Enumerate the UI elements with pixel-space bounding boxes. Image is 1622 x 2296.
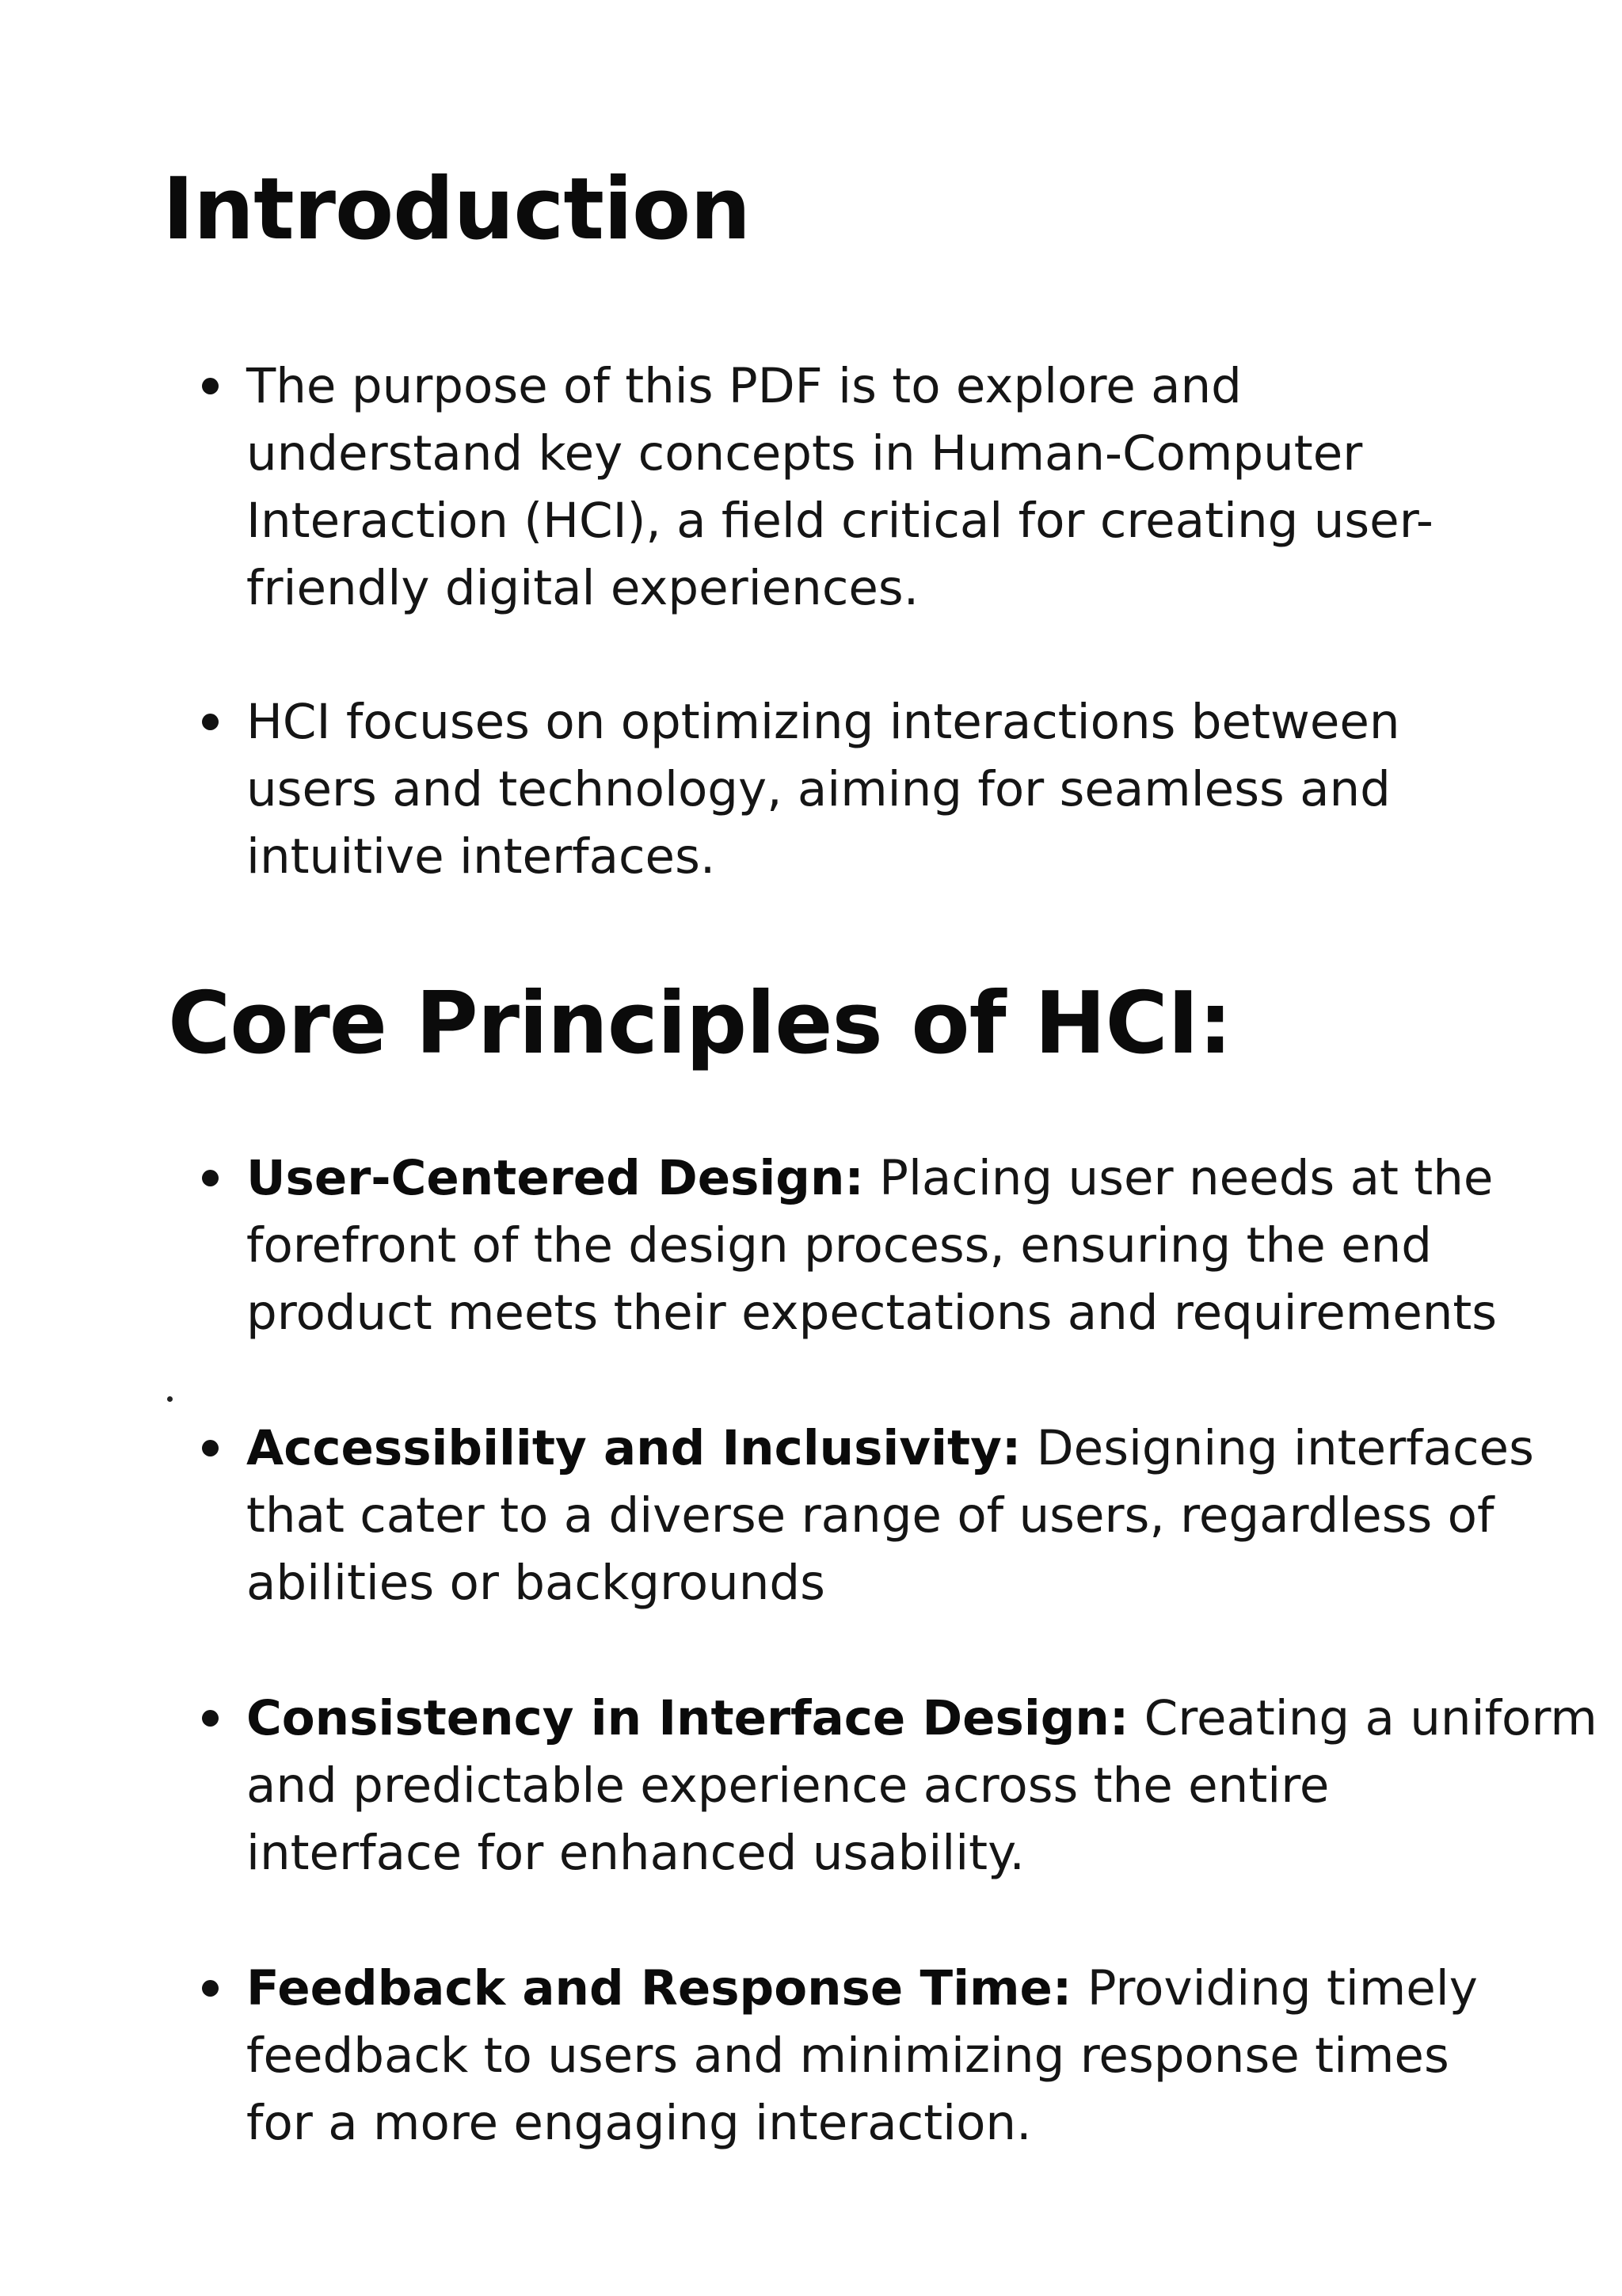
core-principles-heading: Core Principles of HCI: [168,974,1232,1073]
bullet-text [246,352,1513,622]
bullet-line: understand key concepts in Human-Computer [246,425,1363,482]
bullet-line: for a more engaging interaction. [246,2095,1032,2151]
principle-description: Placing user needs at the [863,1150,1494,1206]
bullet-text [246,1685,1597,1887]
bullet-dot [202,378,219,394]
bullet-dot [202,1710,219,1727]
bullet-text [246,1144,1513,1346]
bullet-line: and predictable experience across the entire [246,1757,1330,1814]
bullet-line: forefront of the design process, ensuring the end [246,1217,1433,1274]
bullet-line: feedback to users and minimizing response times [246,2028,1449,2084]
principle-term: Consistency in Interface Design: [246,1690,1129,1746]
principle-description: Creating a uniform [1129,1690,1597,1746]
bullet-line [246,1415,1534,1482]
stray-period-mark [167,1396,173,1402]
bullet-line: users and technology, aiming for seamless and [246,761,1391,817]
bullet-line: Interaction (HCI), a field critical for creating user- [246,493,1434,549]
bullet-text [246,1415,1534,1616]
bullet-line: friendly digital experiences. [246,560,920,616]
bullet-line: abilities or backgrounds [246,1555,825,1611]
principle-term: Feedback and Response Time: [246,1960,1072,2016]
principle-term: Accessibility and Inclusivity: [246,1420,1022,1476]
bullet-dot [202,1440,219,1456]
principle-description: Providing timely [1072,1960,1478,2016]
bullet-line: that cater to a diverse range of users, regardless of [246,1487,1494,1544]
bullet-line: product meets their expectations and requirements [246,1285,1498,1341]
bullet-line: HCI focuses on optimizing interactions between [246,694,1400,750]
bullet-dot [202,1980,219,1997]
bullet-dot [202,714,219,730]
bullet-text [246,1955,1513,2157]
bullet-line: The purpose of this PDF is to explore and [246,358,1242,414]
bullet-line [246,1144,1513,1212]
principle-description: Designing interfaces [1021,1420,1534,1476]
principle-term: User-Centered Design: [246,1150,864,1206]
introduction-heading: Introduction [162,160,751,259]
bullet-dot [202,1170,219,1186]
bullet-line [246,1955,1513,2022]
bullet-line: interface for enhanced usability. [246,1825,1025,1881]
bullet-line: intuitive interfaces. [246,828,716,885]
bullet-text [246,688,1513,890]
bullet-line [246,1685,1597,1752]
